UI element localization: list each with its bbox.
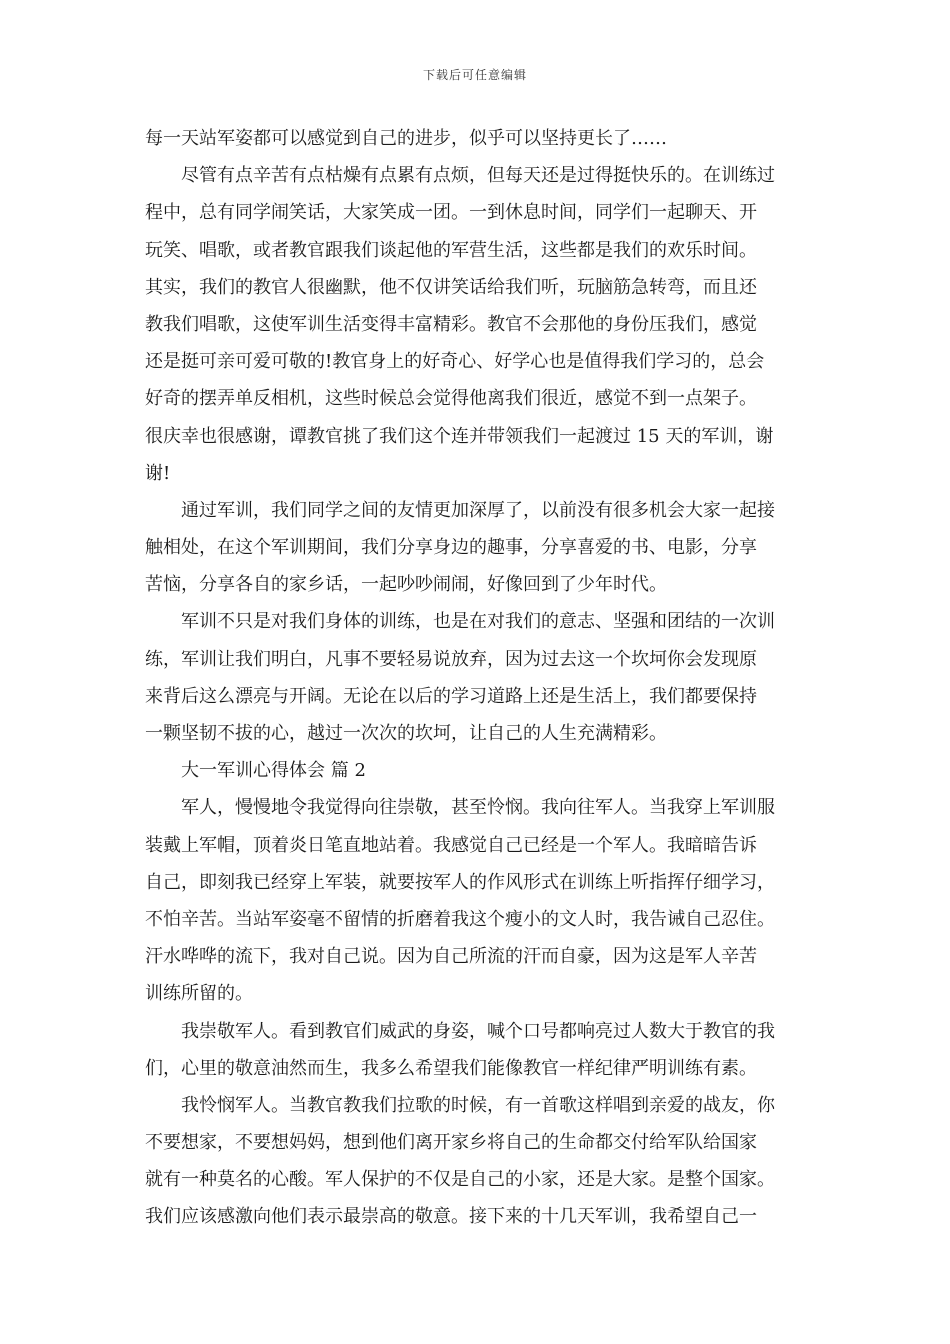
text-line: 一颗坚韧不拔的心，越过一次次的坎坷，让自己的人生充满精彩。: [145, 723, 667, 744]
text-line: 我崇敬军人。看到教官们威武的身姿，喊个口号都响亮过人数大于教官的我: [145, 1020, 775, 1042]
text-line: 谢!: [145, 462, 171, 484]
text-line: 好奇的摆弄单反相机，这些时候总会觉得他离我们很近，感觉不到一点架子。: [145, 388, 757, 410]
text-line: 程中，总有同学闹笑话，大家笑成一团。一到休息时间，同学们一起聊天、开: [145, 202, 757, 224]
text-line: 很庆幸也很感谢，谭教官挑了我们这个连并带领我们一起渡过 15 天的军训，谢: [145, 425, 774, 447]
text-line: 们，心里的敬意油然而生，我多么希望我们能像教官一样纪律严明训练有素。: [145, 1057, 757, 1079]
text-line: 就有一种莫名的心酸。军人保护的不仅是自己的小家，还是大家。是整个国家。: [145, 1169, 775, 1191]
text-line: 装戴上军帽，顶着炎日笔直地站着。我感觉自己已经是一个军人。我暗暗告诉: [145, 834, 757, 856]
text-line: 苦恼，分享各自的家乡话，一起吵吵闹闹，好像回到了少年时代。: [145, 574, 667, 596]
text-line: 军人，慢慢地令我觉得向往崇敬，甚至怜悯。我向往军人。当我穿上军训服: [145, 797, 775, 819]
text-line: 玩笑、唱歌，或者教官跟我们谈起他的军营生活，这些都是我们的欢乐时间。: [145, 239, 757, 261]
text-line: 通过军训，我们同学之间的友情更加深厚了，以前没有很多机会大家一起接: [145, 499, 775, 521]
text-line: 教我们唱歌，这使军训生活变得丰富精彩。教官不会那他的身份压我们，感觉: [145, 313, 757, 335]
text-line: 来背后这么漂亮与开阔。无论在以后的学习道路上还是生活上，我们都要保持: [145, 685, 757, 707]
text-line: 每一天站军姿都可以感觉到自己的进步，似乎可以坚持更长了……: [145, 128, 667, 149]
text-line: 自己，即刻我已经穿上军装，就要按军人的作风形式在训练上听指挥仔细学习，: [145, 871, 775, 893]
page-header: 下载后可任意编辑: [422, 68, 527, 82]
text-line: 练，军训让我们明白，凡事不要轻易说放弃，因为过去这一个坎坷你会发现原: [145, 648, 757, 670]
text-line: 我怜悯军人。当教官教我们拉歌的时候，有一首歌这样唱到亲爱的战友，你: [145, 1094, 775, 1116]
document-body: [145, 120, 810, 1236]
section-heading: 大一军训心得体会 篇 2: [145, 760, 366, 782]
text-line: 尽管有点辛苦有点枯燥有点累有点烦，但每天还是过得挺快乐的。在训练过: [145, 165, 775, 187]
text-line: 我们应该感激向他们表示最崇高的敬意。接下来的十几天军训，我希望自己一: [145, 1206, 757, 1228]
text-line: 汗水哗哗的流下，我对自己说。因为自己所流的汗而自豪，因为这是军人辛苦: [145, 946, 757, 968]
text-line: 触相处，在这个军训期间，我们分享身边的趣事，分享喜爱的书、电影，分享: [145, 537, 757, 559]
text-line: 不怕辛苦。当站军姿毫不留情的折磨着我这个瘦小的文人时，我告诫自己忍住。: [145, 908, 775, 930]
text-line: 其实，我们的教官人很幽默，他不仅讲笑话给我们听，玩脑筋急转弯，而且还: [145, 276, 757, 298]
text-line: 不要想家，不要想妈妈，想到他们离开家乡将自己的生命都交付给军队给国家: [145, 1132, 757, 1154]
text-line: 训练所留的。: [145, 983, 253, 1005]
text-line: 军训不只是对我们身体的训练，也是在对我们的意志、坚强和团结的一次训: [145, 611, 775, 633]
text-line: 还是挺可亲可爱可敬的!教官身上的好奇心、好学心也是值得我们学习的，总会: [145, 351, 765, 373]
